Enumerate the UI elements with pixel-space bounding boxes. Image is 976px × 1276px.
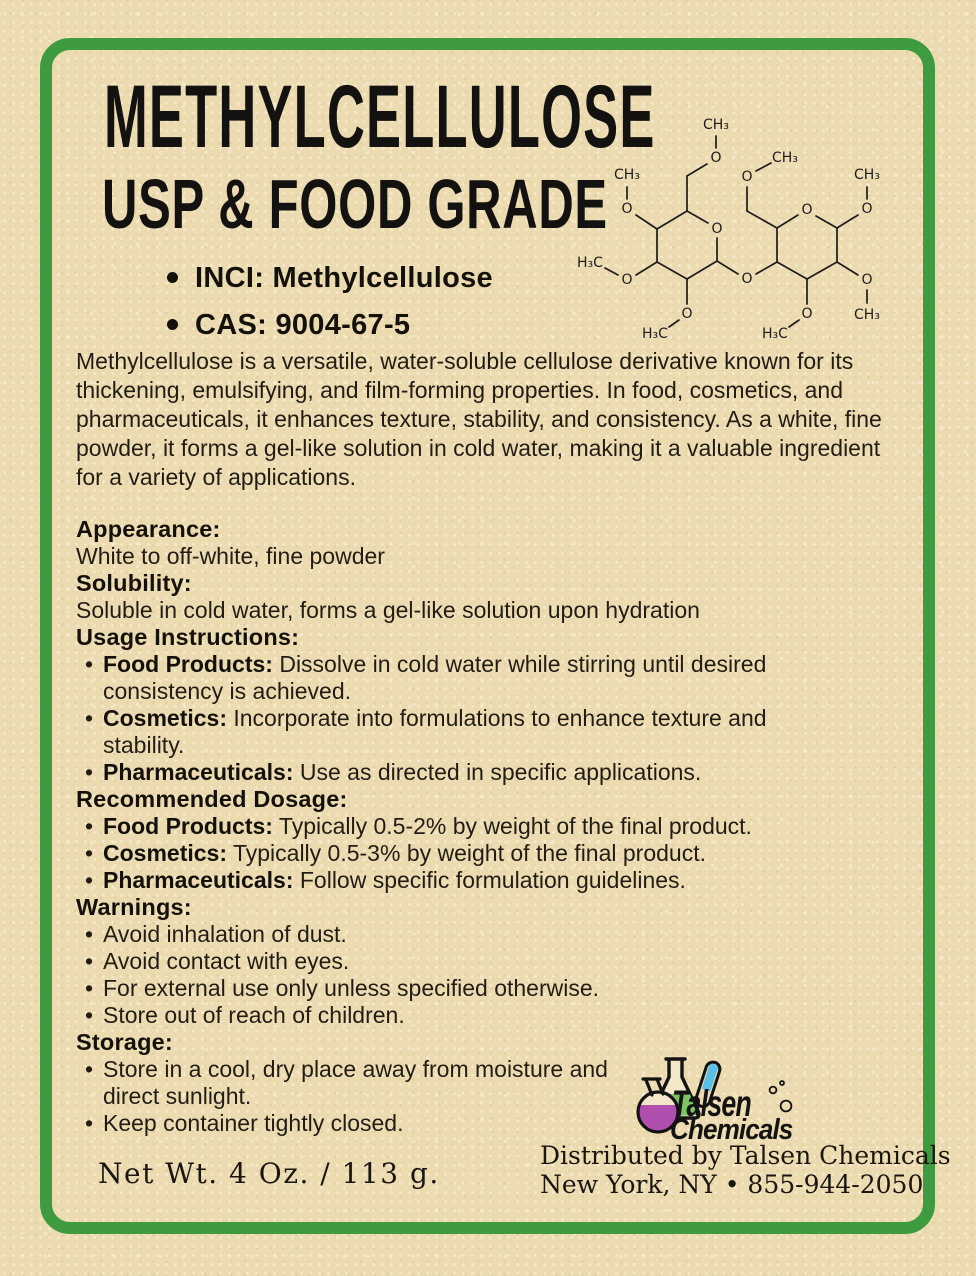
- bullet-text: Dissolve in cold water while stirring until desired consistency is achieved.: [103, 651, 767, 704]
- atom-label-h3c: H₃C: [762, 326, 788, 342]
- atom-label-o: O: [710, 150, 722, 166]
- section-heading-appearance: Appearance:: [76, 516, 221, 542]
- bullet-lead: Food Products:: [103, 651, 273, 677]
- bullet-text: Use as directed in specific applications.: [299, 759, 702, 785]
- list-item: [76, 651, 846, 705]
- list-item: • Avoid contact with eyes.: [76, 948, 846, 975]
- logo-word-chemicals: Chemicals: [670, 1112, 793, 1142]
- section-heading-usage-instructions: Usage Instructions:: [76, 624, 300, 650]
- section-heading-solubility: Solubility:: [76, 570, 192, 596]
- list-item: • Store out of reach of children.: [76, 1002, 846, 1029]
- recommended-dosage-list: [76, 813, 846, 894]
- list-item: [76, 813, 846, 840]
- list-item: • Keep container tightly closed.: [76, 1110, 621, 1137]
- inci-identifier: [167, 264, 493, 293]
- atom-label-h3c: H₃C: [577, 255, 603, 271]
- atom-label-o: O: [741, 169, 753, 185]
- atom-label-o: O: [621, 272, 633, 288]
- atom-label-o: O: [861, 201, 873, 217]
- bullet-text: Typically 0.5-3% by weight of the final product.: [232, 840, 706, 866]
- atom-label-ch3: CH₃: [703, 117, 729, 133]
- product-description: Methylcellulose is a versatile, water-soluble cellulose derivative known for its thickening, emulsifying, and film-forming properties. In food, cosmetics, and pharmaceuticals, it enhances texture, stability, and consistency. As a white, fine powder, it forms a gel-like solution in cold water, making it a valuable ingredient for a variety of applications.: [76, 348, 882, 490]
- list-item: [76, 759, 846, 786]
- distributor-info: [540, 1141, 951, 1199]
- bullet-lead: Pharmaceuticals:: [103, 759, 294, 785]
- bullet-lead: Food Products:: [103, 813, 273, 839]
- atom-label-ch3: CH₃: [854, 307, 880, 323]
- distributor-line2: New York, NY • 855-944-2050: [540, 1170, 924, 1199]
- warnings-list: [76, 921, 846, 1029]
- atom-label-ring-o: O: [801, 202, 813, 218]
- bullet-lead: Cosmetics:: [103, 705, 227, 731]
- solubility-text: Soluble in cold water, forms a gel-like solution upon hydration: [76, 597, 700, 623]
- identifier-list: [167, 264, 493, 358]
- logo-word-talsen: Talsen: [672, 1082, 752, 1125]
- bullet-text: Incorporate into formulations to enhance texture and stability.: [103, 705, 767, 758]
- atom-label-ring-o: O: [711, 221, 723, 237]
- section-heading-warnings: Warnings:: [76, 894, 192, 920]
- bullet-lead: Pharmaceuticals:: [103, 867, 294, 893]
- chemical-structure-diagram: [572, 96, 940, 344]
- list-item: • Store in a cool, dry place away from moisture and direct sunlight.: [76, 1056, 621, 1110]
- list-item: [76, 840, 846, 867]
- atom-label-ch3: CH₃: [854, 167, 880, 183]
- atom-label-o: O: [801, 306, 813, 322]
- atom-label-o: O: [621, 201, 633, 217]
- distributor-line1: Distributed by Talsen Chemicals: [540, 1141, 951, 1170]
- list-item: • For external use only unless specified otherwise.: [76, 975, 846, 1002]
- section-heading-storage: Storage:: [76, 1029, 173, 1055]
- inci-value: INCI: Methylcellulose: [195, 262, 493, 294]
- product-grade-subtitle: USP & FOOD GRADE: [102, 165, 608, 243]
- storage-list: [76, 1056, 621, 1137]
- bullet-lead: Cosmetics:: [103, 840, 227, 866]
- atom-label-o: O: [861, 272, 873, 288]
- atom-label-ch3: CH₃: [772, 150, 798, 166]
- atom-label-h3c: H₃C: [642, 326, 668, 342]
- cas-identifier: [167, 311, 493, 340]
- list-item: • Avoid inhalation of dust.: [76, 921, 846, 948]
- appearance-text: White to off-white, fine powder: [76, 543, 385, 569]
- list-item: [76, 867, 846, 894]
- usage-instructions-list: [76, 651, 846, 786]
- bubbles-icon: [770, 1081, 792, 1111]
- bullet-text: Typically 0.5-2% by weight of the final product.: [278, 813, 752, 839]
- bullet-text: Follow specific formulation guidelines.: [299, 867, 686, 893]
- spec-sections: [76, 516, 846, 1137]
- cas-value: CAS: 9004-67-5: [195, 309, 411, 341]
- atom-label-o: O: [681, 306, 693, 322]
- atom-label-ch3: CH₃: [614, 167, 640, 183]
- list-item: [76, 705, 846, 759]
- bullet-dot-icon: [167, 272, 178, 283]
- net-weight: Net Wt. 4 Oz. / 113 g.: [98, 1157, 440, 1190]
- section-heading-recommended-dosage: Recommended Dosage:: [76, 786, 348, 812]
- atom-label-bridge-o: O: [741, 271, 753, 287]
- talsen-chemicals-logo: [628, 1050, 828, 1142]
- product-title: METHYLCELLULOSE: [104, 66, 656, 166]
- bullet-dot-icon: [167, 319, 178, 330]
